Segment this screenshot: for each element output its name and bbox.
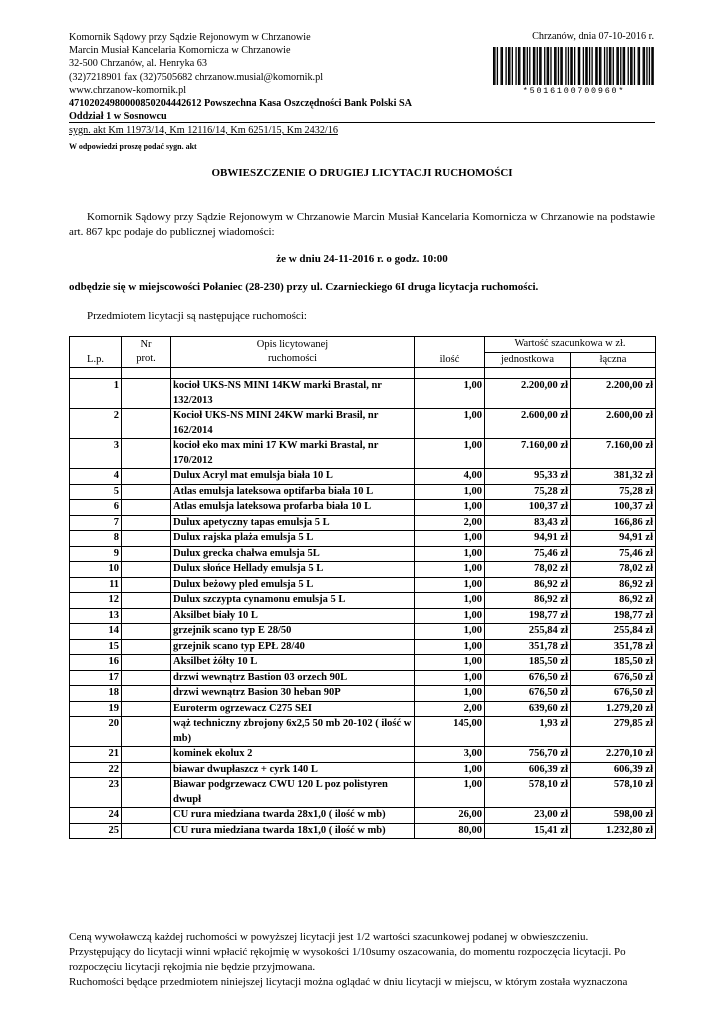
subject-line: Przedmiotem licytacji są następujące ruchomości: [87, 310, 307, 322]
header-opis-line: ruchomości [268, 353, 317, 364]
row-quantity: 2,00 [415, 701, 485, 717]
row-description: Dulux rajska plaża emulsja 5 L [171, 531, 415, 547]
row-unit-value: 94,91 zł [485, 531, 571, 547]
row-description: CU rura miedziana twarda 18x1,0 ( ilość w mb) [171, 823, 415, 839]
row-unit-value: 639,60 zł [485, 701, 571, 717]
auction-date: że w dniu 24-11-2016 r. o godz. 10:00 [276, 253, 448, 265]
row-unit-value: 676,50 zł [485, 670, 571, 686]
row-quantity: 80,00 [415, 823, 485, 839]
bank-account: 47102024980000850204442612 Powszechna Kasa Oszczędności Bank Polski SA [69, 98, 412, 110]
row-lp: 25 [70, 823, 122, 839]
row-lp: 23 [70, 778, 122, 808]
row-quantity: 1,00 [415, 655, 485, 671]
row-lp: 14 [70, 624, 122, 640]
row-lp: 9 [70, 546, 122, 562]
row-lp: 21 [70, 747, 122, 763]
row-unit-value: 198,77 zł [485, 608, 571, 624]
row-nr [122, 562, 171, 578]
table-row [70, 531, 656, 547]
row-lp: 20 [70, 717, 122, 747]
row-description: Dulux szczypta cynamonu emulsja 5 L [171, 593, 415, 609]
items-table [69, 336, 656, 839]
row-quantity: 26,00 [415, 808, 485, 824]
row-total-value: 100,37 zł [571, 500, 656, 516]
row-nr [122, 747, 171, 763]
row-total-value: 86,92 zł [571, 593, 656, 609]
row-total-value: 75,46 zł [571, 546, 656, 562]
row-total-value: 2.600,00 zł [571, 409, 656, 439]
row-quantity: 1,00 [415, 439, 485, 469]
row-description: Dulux słońce Hellady emulsja 5 L [171, 562, 415, 578]
row-description: Atlas emulsja lateksowa profarba biała 10 L [171, 500, 415, 516]
row-lp: 11 [70, 577, 122, 593]
row-nr [122, 593, 171, 609]
reference-note: W odpowiedzi proszę podać sygn. akt [69, 142, 197, 151]
row-description: drzwi wewnątrz Basion 30 heban 90P [171, 686, 415, 702]
table-gap [70, 368, 656, 379]
row-unit-value: 2.600,00 zł [485, 409, 571, 439]
sender-line: (32)7218901 fax (32)7505682 chrzanow.musial@komornik.pl [69, 71, 324, 83]
header-opis [171, 337, 415, 368]
row-nr [122, 670, 171, 686]
barcode-icon [493, 47, 655, 85]
footer-line: Przystępujący do licytacji winni wpłacić rękojmię w wysokości 1/10sumy oszacowania, do momentu rozpoczęcia licytacji. Po rozpoczęciu licytacji rękojmia nie będzie przyjmowana. [69, 946, 626, 973]
bank-branch: Oddział 1 w Sosnowcu [69, 111, 167, 123]
row-lp: 15 [70, 639, 122, 655]
row-quantity: 4,00 [415, 469, 485, 485]
row-total-value: 2.200,00 zł [571, 379, 656, 409]
table-row [70, 546, 656, 562]
row-unit-value: 86,92 zł [485, 577, 571, 593]
table-row [70, 717, 656, 747]
row-unit-value: 255,84 zł [485, 624, 571, 640]
row-unit-value: 23,00 zł [485, 808, 571, 824]
row-unit-value: 578,10 zł [485, 778, 571, 808]
row-lp: 6 [70, 500, 122, 516]
row-nr [122, 823, 171, 839]
row-lp: 4 [70, 469, 122, 485]
row-lp: 19 [70, 701, 122, 717]
document-title: OBWIESZCZENIE O DRUGIEJ LICYTACJI RUCHOMOŚCI [211, 167, 513, 179]
row-quantity: 1,00 [415, 484, 485, 500]
row-description: Aksilbet biały 10 L [171, 608, 415, 624]
header-nr [122, 337, 171, 368]
row-description: grzejnik scano typ EPŁ 28/40 [171, 639, 415, 655]
sender-block [69, 31, 412, 123]
row-description: CU rura miedziana twarda 28x1,0 ( ilość w mb) [171, 808, 415, 824]
row-lp: 1 [70, 379, 122, 409]
table-row [70, 484, 656, 500]
table-row [70, 500, 656, 516]
row-description: kocioł UKS-NS MINI 14KW marki Brastal, nr 132/2013 [171, 379, 415, 409]
row-quantity: 1,00 [415, 762, 485, 778]
row-nr [122, 778, 171, 808]
row-quantity: 1,00 [415, 593, 485, 609]
row-description: Dulux grecka chałwa emulsja 5L [171, 546, 415, 562]
sender-line: Komornik Sądowy przy Sądzie Rejonowym w Chrzanowie [69, 32, 311, 43]
sender-line: Marcin Musiał Kancelaria Komornicza w Chrzanowie [69, 45, 291, 57]
header-ilosc: ilość [415, 337, 485, 368]
table-row [70, 655, 656, 671]
row-total-value: 75,28 zł [571, 484, 656, 500]
row-lp: 2 [70, 409, 122, 439]
row-total-value: 78,02 zł [571, 562, 656, 578]
table-row [70, 808, 656, 824]
row-total-value: 255,84 zł [571, 624, 656, 640]
row-total-value: 94,91 zł [571, 531, 656, 547]
row-nr [122, 701, 171, 717]
row-lp: 10 [70, 562, 122, 578]
row-total-value: 2.270,10 zł [571, 747, 656, 763]
row-unit-value: 95,33 zł [485, 469, 571, 485]
auction-place: odbędzie się w miejscowości Połaniec (28-230) przy ul. Czarnieckiego 6I druga licytacja ruchomości. [69, 281, 539, 293]
row-total-value: 381,32 zł [571, 469, 656, 485]
row-description: Euroterm ogrzewacz C275 SEI [171, 701, 415, 717]
row-quantity: 1,00 [415, 562, 485, 578]
row-total-value: 279,85 zł [571, 717, 656, 747]
row-unit-value: 78,02 zł [485, 562, 571, 578]
row-lp: 22 [70, 762, 122, 778]
table-row [70, 701, 656, 717]
barcode-number: *5016100700960* [522, 86, 626, 96]
row-lp: 8 [70, 531, 122, 547]
row-quantity: 1,00 [415, 670, 485, 686]
row-lp: 13 [70, 608, 122, 624]
table-row [70, 639, 656, 655]
table-row [70, 624, 656, 640]
table-row [70, 686, 656, 702]
header-opis-line: Opis licytowanej [256, 338, 329, 350]
row-nr [122, 655, 171, 671]
row-unit-value: 15,41 zł [485, 823, 571, 839]
intro-paragraph: Komornik Sądowy przy Sądzie Rejonowym w Chrzanowie Marcin Musiał Kancelaria Komornicza w Chrzanowie na podstawie art. 867 kpc podaje do publicznej wiadomości: [69, 211, 655, 238]
table-row [70, 593, 656, 609]
row-quantity: 3,00 [415, 747, 485, 763]
row-quantity: 1,00 [415, 546, 485, 562]
row-quantity: 1,00 [415, 686, 485, 702]
table-row [70, 439, 656, 469]
header-divider [69, 122, 655, 123]
row-nr [122, 639, 171, 655]
row-total-value: 185,50 zł [571, 655, 656, 671]
row-unit-value: 2.200,00 zł [485, 379, 571, 409]
row-description: biawar dwupłaszcz + cyrk 140 L [171, 762, 415, 778]
row-total-value: 1.232,80 zł [571, 823, 656, 839]
table-row [70, 469, 656, 485]
row-unit-value: 7.160,00 zł [485, 439, 571, 469]
row-nr [122, 762, 171, 778]
row-total-value: 351,78 zł [571, 639, 656, 655]
row-lp: 7 [70, 515, 122, 531]
table-row [70, 379, 656, 409]
row-description: wąż techniczny zbrojony 6x2,5 50 mb 20-102 ( ilość w mb) [171, 717, 415, 747]
row-nr [122, 531, 171, 547]
row-quantity: 2,00 [415, 515, 485, 531]
row-description: Dulux apetyczny tapas emulsja 5 L [171, 515, 415, 531]
header-nr-line: prot. [136, 353, 156, 364]
row-nr [122, 439, 171, 469]
row-description: Kocioł UKS-NS MINI 24KW marki Brasil, nr 162/2014 [171, 409, 415, 439]
table-row [70, 778, 656, 808]
row-nr [122, 500, 171, 516]
table-row [70, 515, 656, 531]
row-total-value: 578,10 zł [571, 778, 656, 808]
row-nr [122, 624, 171, 640]
row-nr [122, 515, 171, 531]
row-description: kocioł eko max mini 17 KW marki Brastal, nr 170/2012 [171, 439, 415, 469]
row-nr [122, 608, 171, 624]
row-nr [122, 484, 171, 500]
row-quantity: 1,00 [415, 379, 485, 409]
row-unit-value: 676,50 zł [485, 686, 571, 702]
table-row [70, 747, 656, 763]
row-quantity: 1,00 [415, 624, 485, 640]
row-nr [122, 469, 171, 485]
row-lp: 3 [70, 439, 122, 469]
row-description: Dulux beżowy pled emulsja 5 L [171, 577, 415, 593]
table-row [70, 762, 656, 778]
row-nr [122, 717, 171, 747]
row-nr [122, 409, 171, 439]
row-lp: 12 [70, 593, 122, 609]
row-quantity: 1,00 [415, 500, 485, 516]
row-unit-value: 75,46 zł [485, 546, 571, 562]
row-lp: 18 [70, 686, 122, 702]
row-nr [122, 546, 171, 562]
header-jedn: jednostkowa [485, 352, 571, 368]
footer-line: Ceną wywoławczą każdej ruchomości w powyższej licytacji jest 1/2 wartości szacunkowej podanej w obwieszczeniu. [69, 931, 589, 943]
sender-line: www.chrzanow-komornik.pl [69, 84, 187, 96]
row-description: grzejnik scano typ E 28/50 [171, 624, 415, 640]
row-total-value: 606,39 zł [571, 762, 656, 778]
document-date: Chrzanów, dnia 07-10-2016 r. [532, 31, 654, 42]
table-row [70, 823, 656, 839]
row-lp: 16 [70, 655, 122, 671]
case-reference: sygn. akt Km 11973/14, Km 12116/14, Km 6251/15, Km 2432/16 [69, 125, 338, 136]
row-total-value: 7.160,00 zł [571, 439, 656, 469]
row-unit-value: 606,39 zł [485, 762, 571, 778]
row-lp: 24 [70, 808, 122, 824]
row-unit-value: 100,37 zł [485, 500, 571, 516]
table-row [70, 409, 656, 439]
row-lp: 17 [70, 670, 122, 686]
row-quantity: 1,00 [415, 639, 485, 655]
row-quantity: 1,00 [415, 778, 485, 808]
table-row [70, 577, 656, 593]
row-nr [122, 577, 171, 593]
table-body [70, 379, 656, 839]
row-unit-value: 756,70 zł [485, 747, 571, 763]
row-unit-value: 1,93 zł [485, 717, 571, 747]
table-row [70, 608, 656, 624]
row-description: Biawar podgrzewacz CWU 120 L poz polistyren dwupł [171, 778, 415, 808]
row-description: Atlas emulsja lateksowa optifarba biała 10 L [171, 484, 415, 500]
row-total-value: 198,77 zł [571, 608, 656, 624]
row-nr [122, 686, 171, 702]
row-nr [122, 379, 171, 409]
row-quantity: 1,00 [415, 608, 485, 624]
row-lp: 5 [70, 484, 122, 500]
table-row [70, 562, 656, 578]
header-wartosc: Wartość szacunkowa w zł. [485, 337, 656, 353]
row-quantity: 1,00 [415, 577, 485, 593]
sender-line: 32-500 Chrzanów, al. Henryka 63 [69, 58, 207, 70]
header-laczna: łączna [571, 352, 656, 368]
row-description: kominek ekolux 2 [171, 747, 415, 763]
row-quantity: 145,00 [415, 717, 485, 747]
row-description: drzwi wewnątrz Bastion 03 orzech 90L [171, 670, 415, 686]
row-unit-value: 83,43 zł [485, 515, 571, 531]
row-description: Dulux Acryl mat emulsja biała 10 L [171, 469, 415, 485]
header-lp: L.p. [70, 337, 122, 368]
table-row [70, 670, 656, 686]
row-nr [122, 808, 171, 824]
row-total-value: 166,86 zł [571, 515, 656, 531]
row-unit-value: 86,92 zł [485, 593, 571, 609]
row-unit-value: 75,28 zł [485, 484, 571, 500]
row-total-value: 86,92 zł [571, 577, 656, 593]
row-quantity: 1,00 [415, 409, 485, 439]
row-quantity: 1,00 [415, 531, 485, 547]
table-header-row [70, 337, 656, 353]
row-total-value: 676,50 zł [571, 670, 656, 686]
row-unit-value: 351,78 zł [485, 639, 571, 655]
header-nr-line: Nr [140, 338, 152, 350]
footer-line: Ruchomości będące przedmiotem niniejszej licytacji można oglądać w dniu licytacji w miejscu, w którym została wyznaczona [69, 976, 628, 988]
row-total-value: 1.279,20 zł [571, 701, 656, 717]
row-description: Aksilbet żółty 10 L [171, 655, 415, 671]
row-total-value: 598,00 zł [571, 808, 656, 824]
row-unit-value: 185,50 zł [485, 655, 571, 671]
row-total-value: 676,50 zł [571, 686, 656, 702]
footer-text [69, 930, 669, 990]
